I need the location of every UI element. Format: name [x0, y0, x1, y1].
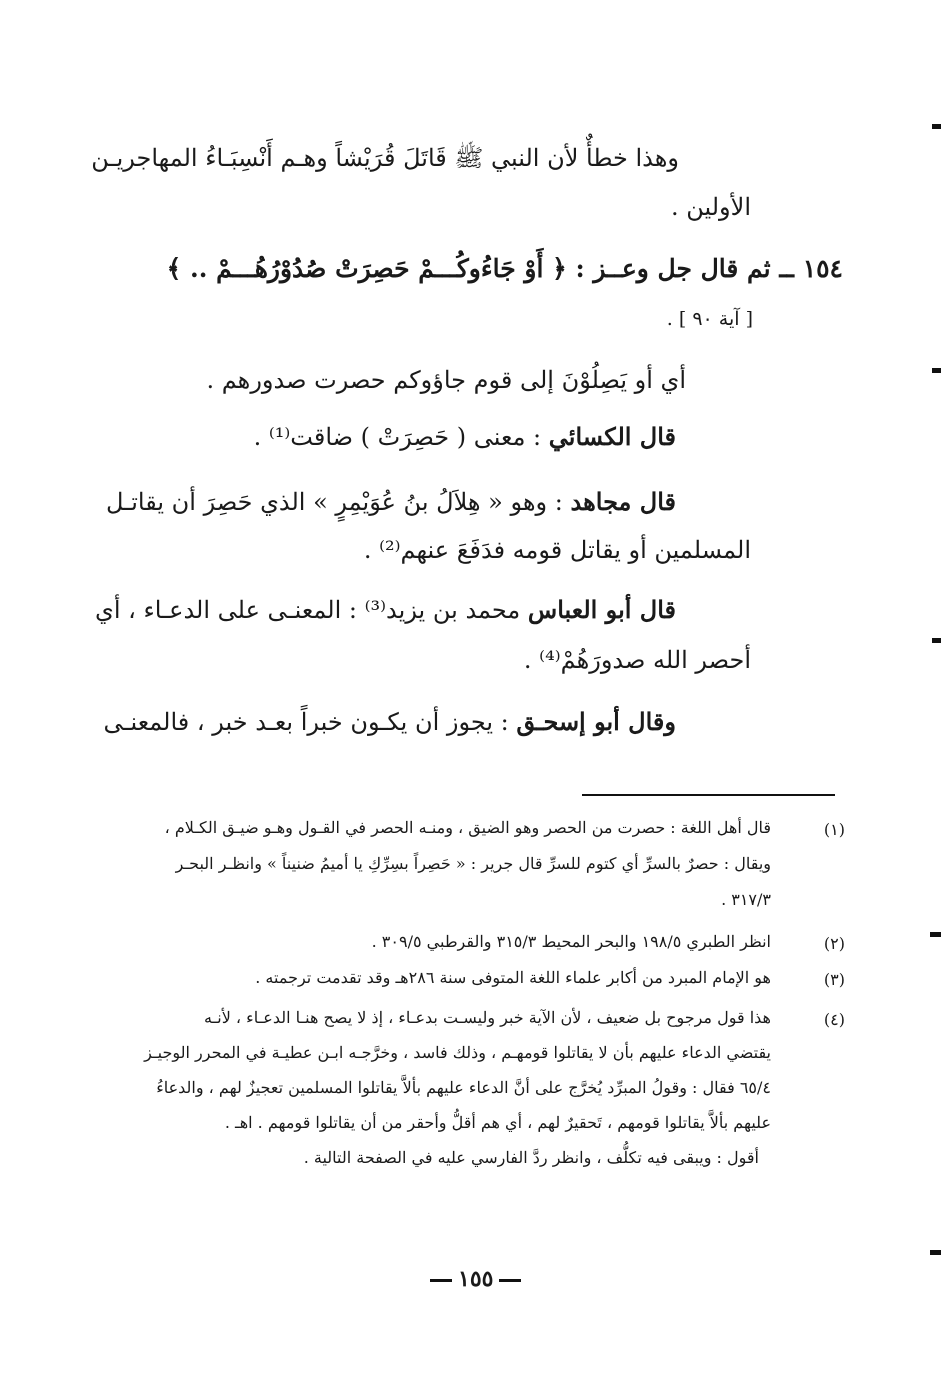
ishaq-paragraph: [103, 707, 676, 736]
kisai-paragraph: [253, 422, 676, 451]
footnote-4-line-4: عليهم بألاَّ يقاتلوا قومهم ، تَحقيرٌ لهم ، أي هم أقلُّ وأحقر من أن يقاتلوا قومهم . اهـ .: [224, 1113, 771, 1132]
edge-mark: [932, 368, 941, 373]
body-line-2: الأولين .: [670, 193, 751, 221]
page-number-value: ١٥٥: [458, 1266, 494, 1292]
footnote-1-line-3: ٣١٧/٣ .: [721, 890, 771, 909]
abbas-continuation: أحصر الله صدورَهُمْ⁽⁴⁾ .: [523, 646, 751, 674]
edge-mark: [932, 638, 941, 643]
speaker-abu-ishaq: وقال أبو إسحـق: [516, 707, 676, 736]
page-number: [424, 1268, 527, 1290]
ishaq-text: : يجوز أن يكـون خبراً بعـد خبر ، فالمعنـى: [103, 708, 509, 736]
page-number-dash-right: [499, 1279, 521, 1282]
speaker-abu-al-abbas: قال أبو العباس: [527, 595, 676, 624]
edge-mark: [932, 124, 941, 129]
verse-reference: [ آية ٩٠ ] .: [666, 308, 753, 330]
footnote-2: انظر الطبري ١٩٨/٥ والبحر المحيط ٣١٥/٣ والقرطبي ٣٠٩/٥ .: [371, 932, 771, 951]
edge-mark: [930, 932, 941, 937]
footnote-3: هو الإمام المبرد من أكابر علماء اللغة المتوفى سنة ٢٨٦هـ وقد تقدمت ترجمته .: [255, 968, 771, 987]
mujahid-text: : وهو « هِلاَلُ بنُ عُوَيْمِرٍ » الذي حَصِرَ أن يقاتـل: [106, 488, 563, 516]
footnote-4-line-1: هذا قول مرجوح بل ضعيف ، لأن الآية خبر وليسـت بدعـاء ، إذ لا يصح هنـا الدعـاء ، لأنـه: [204, 1008, 771, 1027]
footnote-4-line-2: يقتضي الدعاء عليهم بأن لا يقاتلوا قومهـم ، وذلك فاسد ، وخرَّجـه ابـن عطيـة في المحرر الوجيـز: [144, 1043, 771, 1062]
footnote-number-3: (٣): [823, 970, 845, 989]
footnote-4-line-5: أقول : ويبقى فيه تكلُّف ، وانظر ردَّ الفارسي عليه في الصفحة التالية .: [303, 1148, 759, 1167]
footnote-separator: [582, 794, 835, 796]
mujahid-continuation: المسلمين أو يقاتل قومه فدَفَعَ عنهم⁽²⁾ .: [363, 536, 751, 564]
body-line-3: أي أو يَصِلُوْنَ إلى قوم جاؤوكم حصرت صدورهم .: [206, 366, 686, 394]
abbas-paragraph: [95, 595, 676, 624]
abbas-text: محمد بن يزيد⁽³⁾ : المعنـى على الدعـاء ، أي: [95, 596, 521, 624]
footnote-1-line-2: ويقال : حصرٌ بالسرِّ أي كتوم للسرِّ قال جرير : « حَصِراً بسِرِّكِ يا أميمُ ضنيناً » وانظـر البحـر: [175, 854, 771, 873]
speaker-mujahid: قال مجاهد: [570, 487, 676, 516]
footnote-number-1: (١): [823, 820, 845, 839]
speaker-kisai: قال الكسائي: [548, 422, 676, 451]
footnote-number-4: (٤): [823, 1010, 845, 1029]
mujahid-paragraph: [106, 487, 676, 516]
page-number-dash-left: [430, 1279, 452, 1282]
verse-heading: ١٥٤ ــ ثم قال جل وعــز : ﴿ أَوْ جَاءُوكُـــمْ حَصِرَتْ صُدُوْرُهُـــمْ .. ﴾: [166, 254, 843, 283]
footnote-1-line-1: قال أهل اللغة : حصرت من الحصر وهو الضيق ، ومنـه الحصر في القـول وهـو ضيـق الكـلام ،: [164, 818, 771, 837]
kisai-text: : معنى ( حَصِرَتْ ) ضاقت⁽¹⁾ .: [253, 423, 542, 451]
body-line-1: وهذا خطأٌ لأن النبي ﷺ قَاتَلَ قُرَيْشاً وهـم أَنْسِبَـاءُ المهاجريـن: [91, 144, 679, 172]
footnote-number-2: (٢): [823, 934, 845, 953]
footnote-4-line-3: ٦٥/٤ فقال : وقولُ المبرِّد يُخرَّج على أنَّ الدعاء عليهم بألاَّ يقاتلوا المسلمين تعجيزٌ لهم ، والدعاءُ: [156, 1078, 771, 1097]
edge-mark: [930, 1250, 941, 1255]
